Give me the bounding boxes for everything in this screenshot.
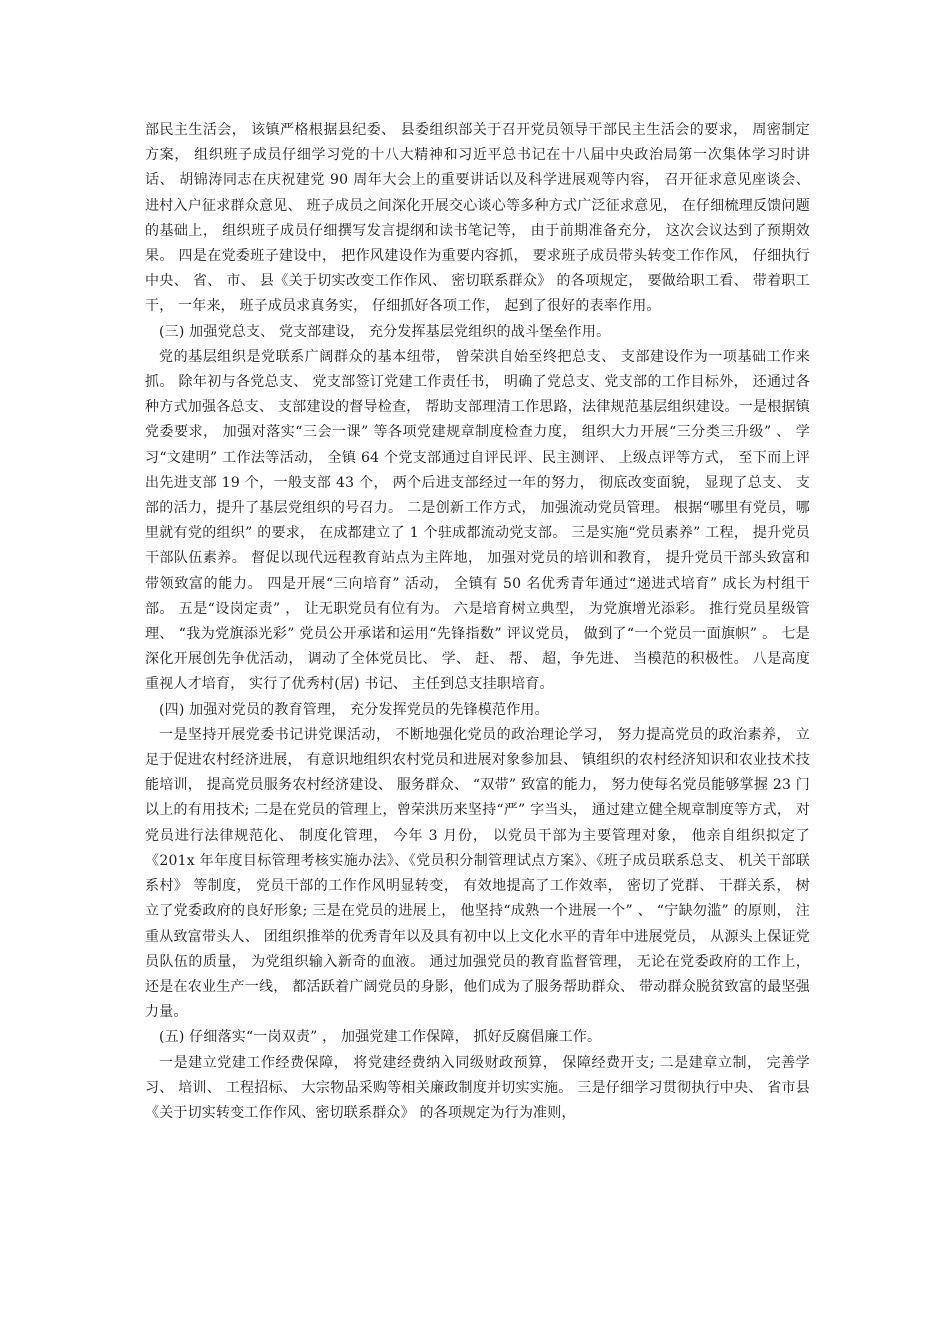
paragraph-1: 部民主生活会， 该镇严格根据县纪委、 县委组织部关于召开党员领导干部民主生活会的要求， 周密制定方案， 组织班子成员仔细学习党的十八大精神和习近平总书记在十八届中央政治局第一次集体学习时讲话、 胡锦涛同志在庆祝建党 90 周年大会上的重要讲话以及科学进展观等内容， 召开征求意见座谈会、 进村入户征求群众意见、 班子成员之间深化开展交心谈心等多种方式广泛征求意见， 在仔细梳理反馈问题的基础上， 组织班子成员仔细撰写发言提纲和读书笔记等， 由于前期准备充分， 这次会议达到了预期效果。 四是在党委班子建设中， 把作风建设作为重要内容抓， 要求班子成员带头转变工作作风， 仔细执行中央、 省、 市、 县《关于切实改变工作作风、 密切联系群众》 的各项规定， 要做给职工看、 带着职工干， 一年来， 班子成员求真务实， 仔细抓好各项工作， 起到了很好的表率作用。 — [145, 122, 810, 315]
section-heading-4: (四) 加强对党员的教育管理， 充分发挥党员的先锋模范作用。 — [159, 701, 549, 718]
section-heading-5: (五) 仔细落实“一岗双责” ， 加强党建工作保障， 抓好反腐倡廉工作。 — [159, 1029, 602, 1046]
paragraph-4: 一是坚持开展党委书记讲党课活动， 不断地强化党员的政治理论学习， 努力提高党员的政治素养， 立足于促进农村经济进展， 有意识地组织农村党员和进展对象参加县、 镇组织的农村经济知识和农业技术技能培训， 提高党员服务农村经济建设、 服务群众、 “双带” 致富的能力， 努力使每名党员能够掌握 23 门以上的有用技术; 二是在党员的管理上，曾荣洪历来坚持“严” 字当头， 通过建立健全规章制度等方式， 对党员进行法律规范化、 制度化管理， 今年 3 月份， 以党员干部为主要管理对象， 他亲自组织拟定了《201x 年年度目标管理考核实施办法》、《党员积分制管理试点方案》、《班子成员联系总支、 机关干部联系村》 等制度， 党员干部的工作作风明显转变， 有效地提高了工作效率， 密切了党群、 干群关系， 树立了党委政府的良好形象; 三是在党员的进展上， 他坚持“成熟一个进展一个” 、 “宁缺勿滥” 的原则， 注重从致富带头人、 团组织推举的优秀青年以及具有初中以上文化水平的青年中进展党员， 从源头上保证党员队伍的质量， 为党组织输入新奇的血液。 通过加强党员的教育监督管理， 无论在党委政府的工作上， 还是在农业生产一线， 都活跃着广阔党员的身影，他们成为了服务帮助群众、 带动群众脱贫致富的最坚强力量。 — [145, 726, 810, 1021]
document-page — [145, 118, 810, 1126]
section-heading-3: (三) 加强党总支、 党支部建设， 充分发挥基层党组织的战斗堡垒作用。 — [159, 323, 611, 340]
paragraph-5: 一是建立党建工作经费保障， 将党建经费纳入同级财政预算， 保障经费开支; 二是建章立制， 完善学习、 培训、 工程招标、 大宗物品采购等相关廉政制度并切实实施。 三是仔细学习贯彻执行中央、 省市县《关于切实转变工作作风、密切联系群众》 的各项规定为行为准则， — [145, 1054, 810, 1121]
paragraph-3: 党的基层组织是党联系广阔群众的基本纽带， 曾荣洪自始至终把总支、 支部建设作为一项基础工作来抓。 除年初与各党总支、 党支部签订党建工作责任书， 明确了党总支、党支部的工作目标外， 还通过各种方式加强各总支、 支部建设的督导检查， 帮助支部理清工作思路，法律规范基层组织建设。一是根据镇党委要求， 加强对落实“三会一课” 等各项党建规章制度检查力度， 组织大力开展“三分类三升级” 、 学习“文建明” 工作法等活动， 全镇 64 个党支部通过自评民评、民主测评、 上级点评等方式， 至下而上评出先进支部 19 个，一般支部 43 个， 两个后进支部经过一年的努力， 彻底改变面貌， 显现了总支、 支部的活力，提升了基层党组织的号召力。 二是创新工作方式， 加强流动党员管理。 根据“哪里有党员，哪里就有党的组织” 的要求， 在成都建立了 1 个驻成都流动党支部。 三是实施“党员素养” 工程， 提升党员干部队伍素养。 督促以现代远程教育站点为主阵地， 加强对党员的培训和教育， 提升党员干部头致富和带领致富的能力。 四是开展“三向培育” 活动， 全镇有 50 名优秀青年通过“递进式培育” 成长为村组干部。 五是“设岗定责” ， 让无职党员有位有为。 六是培育树立典型， 为党旗增光添彩。 推行党员星级管理、 “我为党旗添光彩” 党员公开承诺和运用“先锋指数” 评议党员， 做到了“一个党员一面旗帜” 。 七是深化开展创先争优活动， 调动了全体党员比、 学、 赶、 帮、 超，争先进、 当模范的积极性。 八是高度重视人才培育， 实行了优秀村(居) 书记、 主任到总支挂职培育。 — [145, 348, 810, 693]
